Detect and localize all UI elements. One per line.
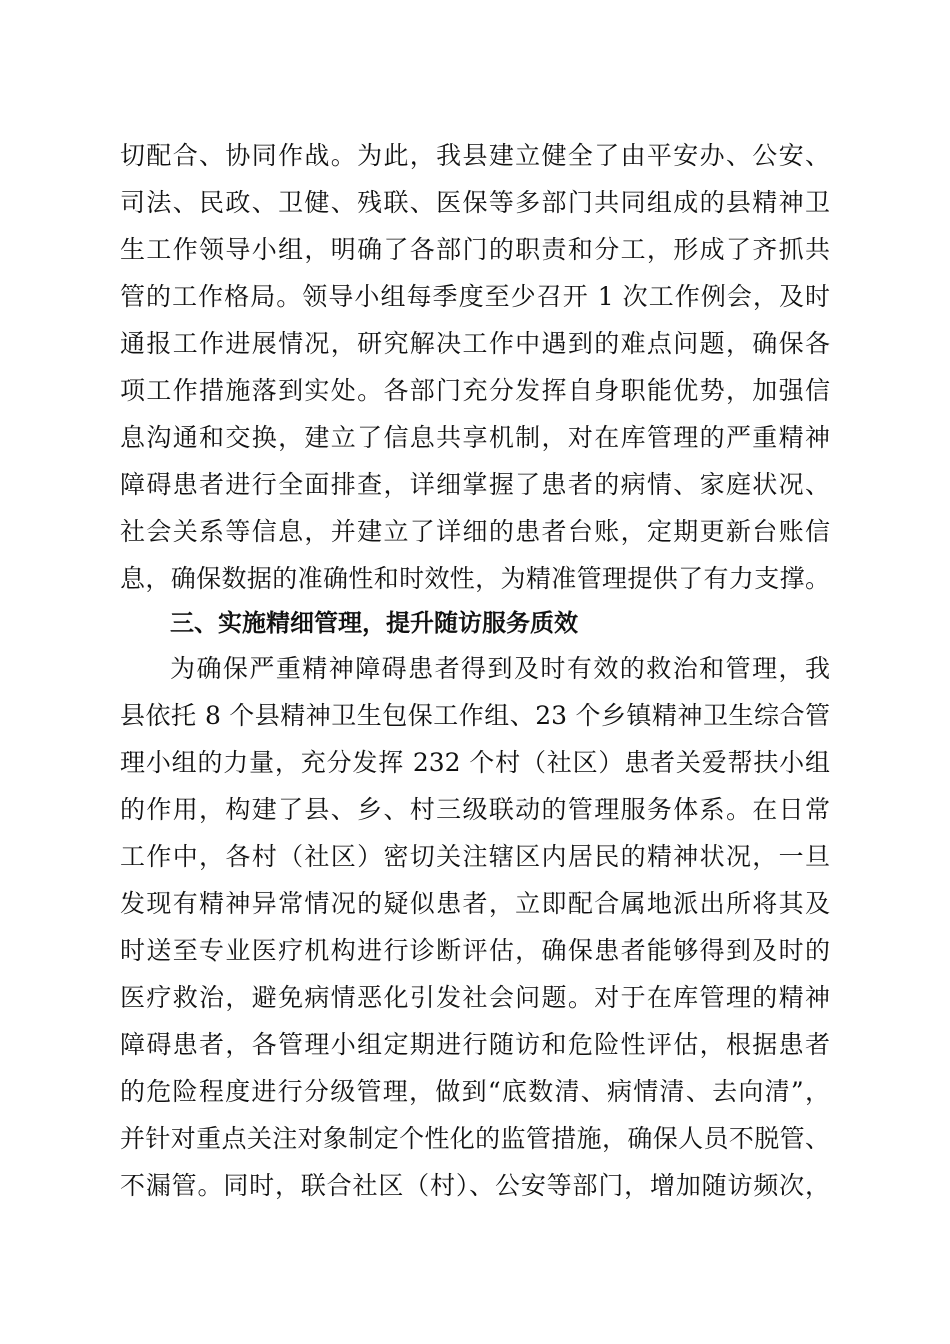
paragraph-line: 项工作措施落到实处。各部门充分发挥自身职能优势，加强信 (120, 376, 830, 405)
paragraph-line: 通报工作进展情况，研究解决工作中遇到的难点问题，确保各 (120, 329, 830, 358)
paragraph-line: 理小组的力量，充分发挥 232 个村（社区）患者关爱帮扶小组 (120, 748, 830, 777)
paragraph-line: 的作用，构建了县、乡、村三级联动的管理服务体系。在日常 (120, 795, 830, 824)
paragraph-line: 社会关系等信息，并建立了详细的患者台账，定期更新台账信 (120, 517, 830, 546)
paragraph-line: 发现有精神异常情况的疑似患者，立即配合属地派出所将其及 (120, 889, 830, 918)
section-heading: 三、实施精细管理，提升随访服务质效 (170, 609, 578, 637)
paragraph-line: 切配合、协同作战。为此，我县建立健全了由平安办、公安、 (120, 141, 830, 170)
paragraph-line: 障碍患者，各管理小组定期进行随访和危险性评估，根据患者 (120, 1030, 830, 1059)
paragraph-line: 息，确保数据的准确性和时效性，为精准管理提供了有力支撑。 (120, 564, 830, 593)
paragraph-line: 管的工作格局。领导小组每季度至少召开 1 次工作例会，及时 (120, 282, 830, 311)
paragraph-line: 工作中，各村（社区）密切关注辖区内居民的精神状况，一旦 (120, 842, 830, 871)
paragraph-line: 息沟通和交换，建立了信息共享机制，对在库管理的严重精神 (120, 423, 830, 452)
paragraph-line: 县依托 8 个县精神卫生包保工作组、23 个乡镇精神卫生综合管 (120, 701, 830, 730)
paragraph-line: 为确保严重精神障碍患者得到及时有效的救治和管理，我 (170, 654, 830, 683)
paragraph-line: 时送至专业医疗机构进行诊断评估，确保患者能够得到及时的 (120, 936, 830, 965)
paragraph-line: 生工作领导小组，明确了各部门的职责和分工，形成了齐抓共 (120, 235, 830, 264)
paragraph-line: 障碍患者进行全面排查，详细掌握了患者的病情、家庭状况、 (120, 470, 830, 499)
paragraph-line: 的危险程度进行分级管理，做到“底数清、病情清、去向清”， (120, 1077, 830, 1106)
paragraph-line: 不漏管。同时，联合社区（村）、公安等部门，增加随访频次， (120, 1171, 830, 1200)
paragraph-line: 医疗救治，避免病情恶化引发社会问题。对于在库管理的精神 (120, 983, 830, 1012)
paragraph-line: 司法、民政、卫健、残联、医保等多部门共同组成的县精神卫 (120, 188, 830, 217)
paragraph-line: 并针对重点关注对象制定个性化的监管措施，确保人员不脱管、 (120, 1124, 830, 1153)
